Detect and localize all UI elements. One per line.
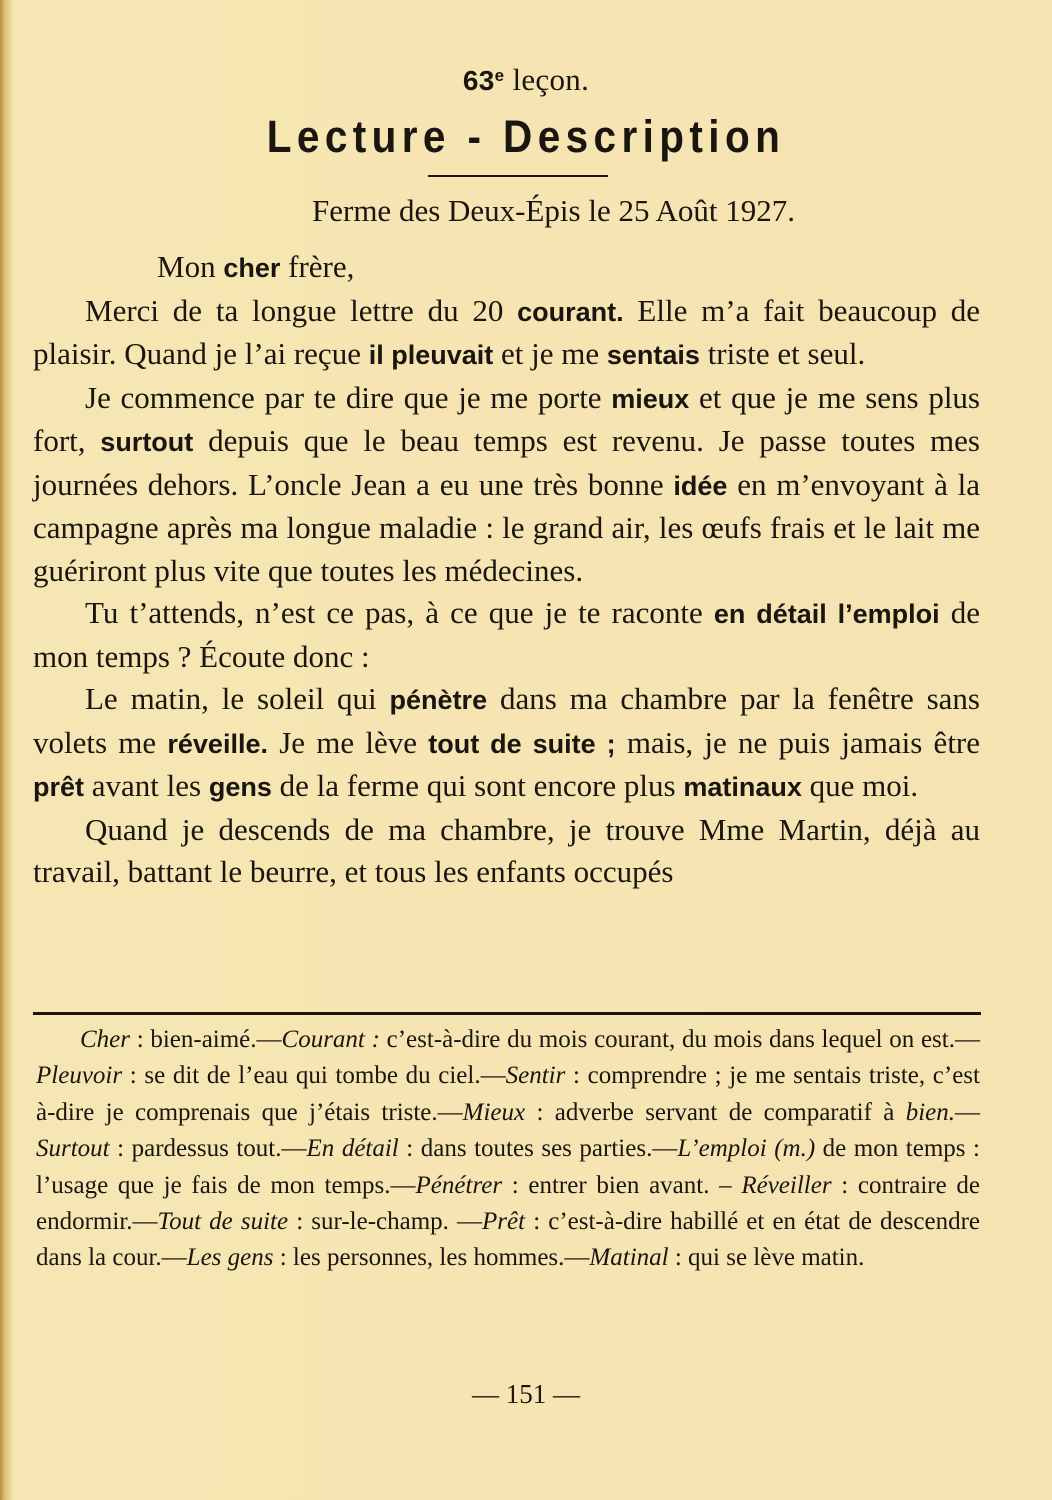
vocab-word: mieux bbox=[611, 383, 690, 414]
vocab-word: matinaux bbox=[683, 772, 802, 802]
page-title: Lecture - Description bbox=[266, 111, 786, 162]
vocab-word: sentais bbox=[606, 340, 700, 370]
lesson-number: 63e bbox=[462, 65, 505, 96]
vocab-word: cher bbox=[223, 253, 281, 283]
letter-paragraph-1: Merci de ta longue lettre du 20 courant. Elle m’a fait beaucoup de plaisir. Quand je l’ai reçue il pleuvait et je me sentais triste et seul. bbox=[33, 292, 980, 371]
vocab-word: gens bbox=[208, 772, 272, 802]
letter-paragraph-5: Quand je descends de ma chambre, je trouve Mme Martin, déjà au travail, battant le beurre, et tous les enfants occupés bbox=[33, 811, 980, 889]
vocab-word: il pleuvait bbox=[368, 340, 494, 370]
letter-paragraph-3: Tu t’attends, n’est ce pas, à ce que je te raconte en détail l’emploi de mon temps ? Écoute donc : bbox=[33, 595, 981, 674]
vocab-word: courant. bbox=[517, 296, 624, 327]
title-divider bbox=[428, 175, 608, 177]
letter-salutation: Mon cher frère, bbox=[157, 249, 355, 284]
footnotes: Cher : bien-aimé.—Courant : c’est-à-dire du mois courant, du mois dans lequel on est.—Pleuvoir : se dit de l’eau qui tombe du ciel.—Sentir : comprendre ; je me sentais triste, c’est à-dire je comprenais que j’étais triste.—Mieux : adverbe servant de comparatif à bien.—Surtout : pardessus tout.—En détail : dans toutes ses parties.—L’emploi (m.) de mon temps : l’usage que je fais de mon temps.—Pénétrer : entrer bien avant. – Réveiller : contraire de endormir.—Tout de suite : sur-le-champ. —Prêt : c’est-à-dire habillé et en état de descendre dans la cour.—Les gens : les personnes, les hommes.—Matinal : qui se lève matin. bbox=[36, 1026, 980, 1272]
vocab-word: idée bbox=[673, 470, 728, 501]
letter-paragraph-4: Le matin, le soleil qui pénètre dans ma chambre par la fenêtre sans volets me réveille. Je me lève tout de suite ; mais, je ne puis jamais être prêt avant les gens de la ferme qui sont encore plus matinaux que moi. bbox=[33, 681, 981, 803]
vocab-word: prêt bbox=[33, 772, 85, 802]
lesson-word: leçon. bbox=[512, 62, 590, 97]
letter-body bbox=[33, 246, 980, 894]
lesson-header bbox=[0, 52, 1052, 105]
letter-paragraph-2: Je commence par te dire que je me porte mieux et que je me sens plus fort, surtout depuis que le beau temps est revenu. Je passe toutes mes journées dehors. L’oncle Jean a eu une très bonne idée en m’envoyant à la campagne après ma longue maladie : le grand air, les œufs frais et le lait me guériront plus vite que toutes les médecines. bbox=[33, 379, 980, 588]
vocab-word: pénètre bbox=[389, 685, 488, 715]
vocab-word: surtout bbox=[100, 427, 194, 457]
vocab-word: en détail l’emploi bbox=[713, 599, 940, 629]
vocab-word: réveille. bbox=[167, 728, 268, 759]
page-number: — 151 — bbox=[472, 1379, 580, 1409]
vocab-word: tout de suite ; bbox=[428, 728, 616, 759]
letter-dateline: Ferme des Deux-Épis le 25 Août 1927. bbox=[312, 193, 796, 228]
footnote-divider bbox=[33, 1012, 981, 1015]
